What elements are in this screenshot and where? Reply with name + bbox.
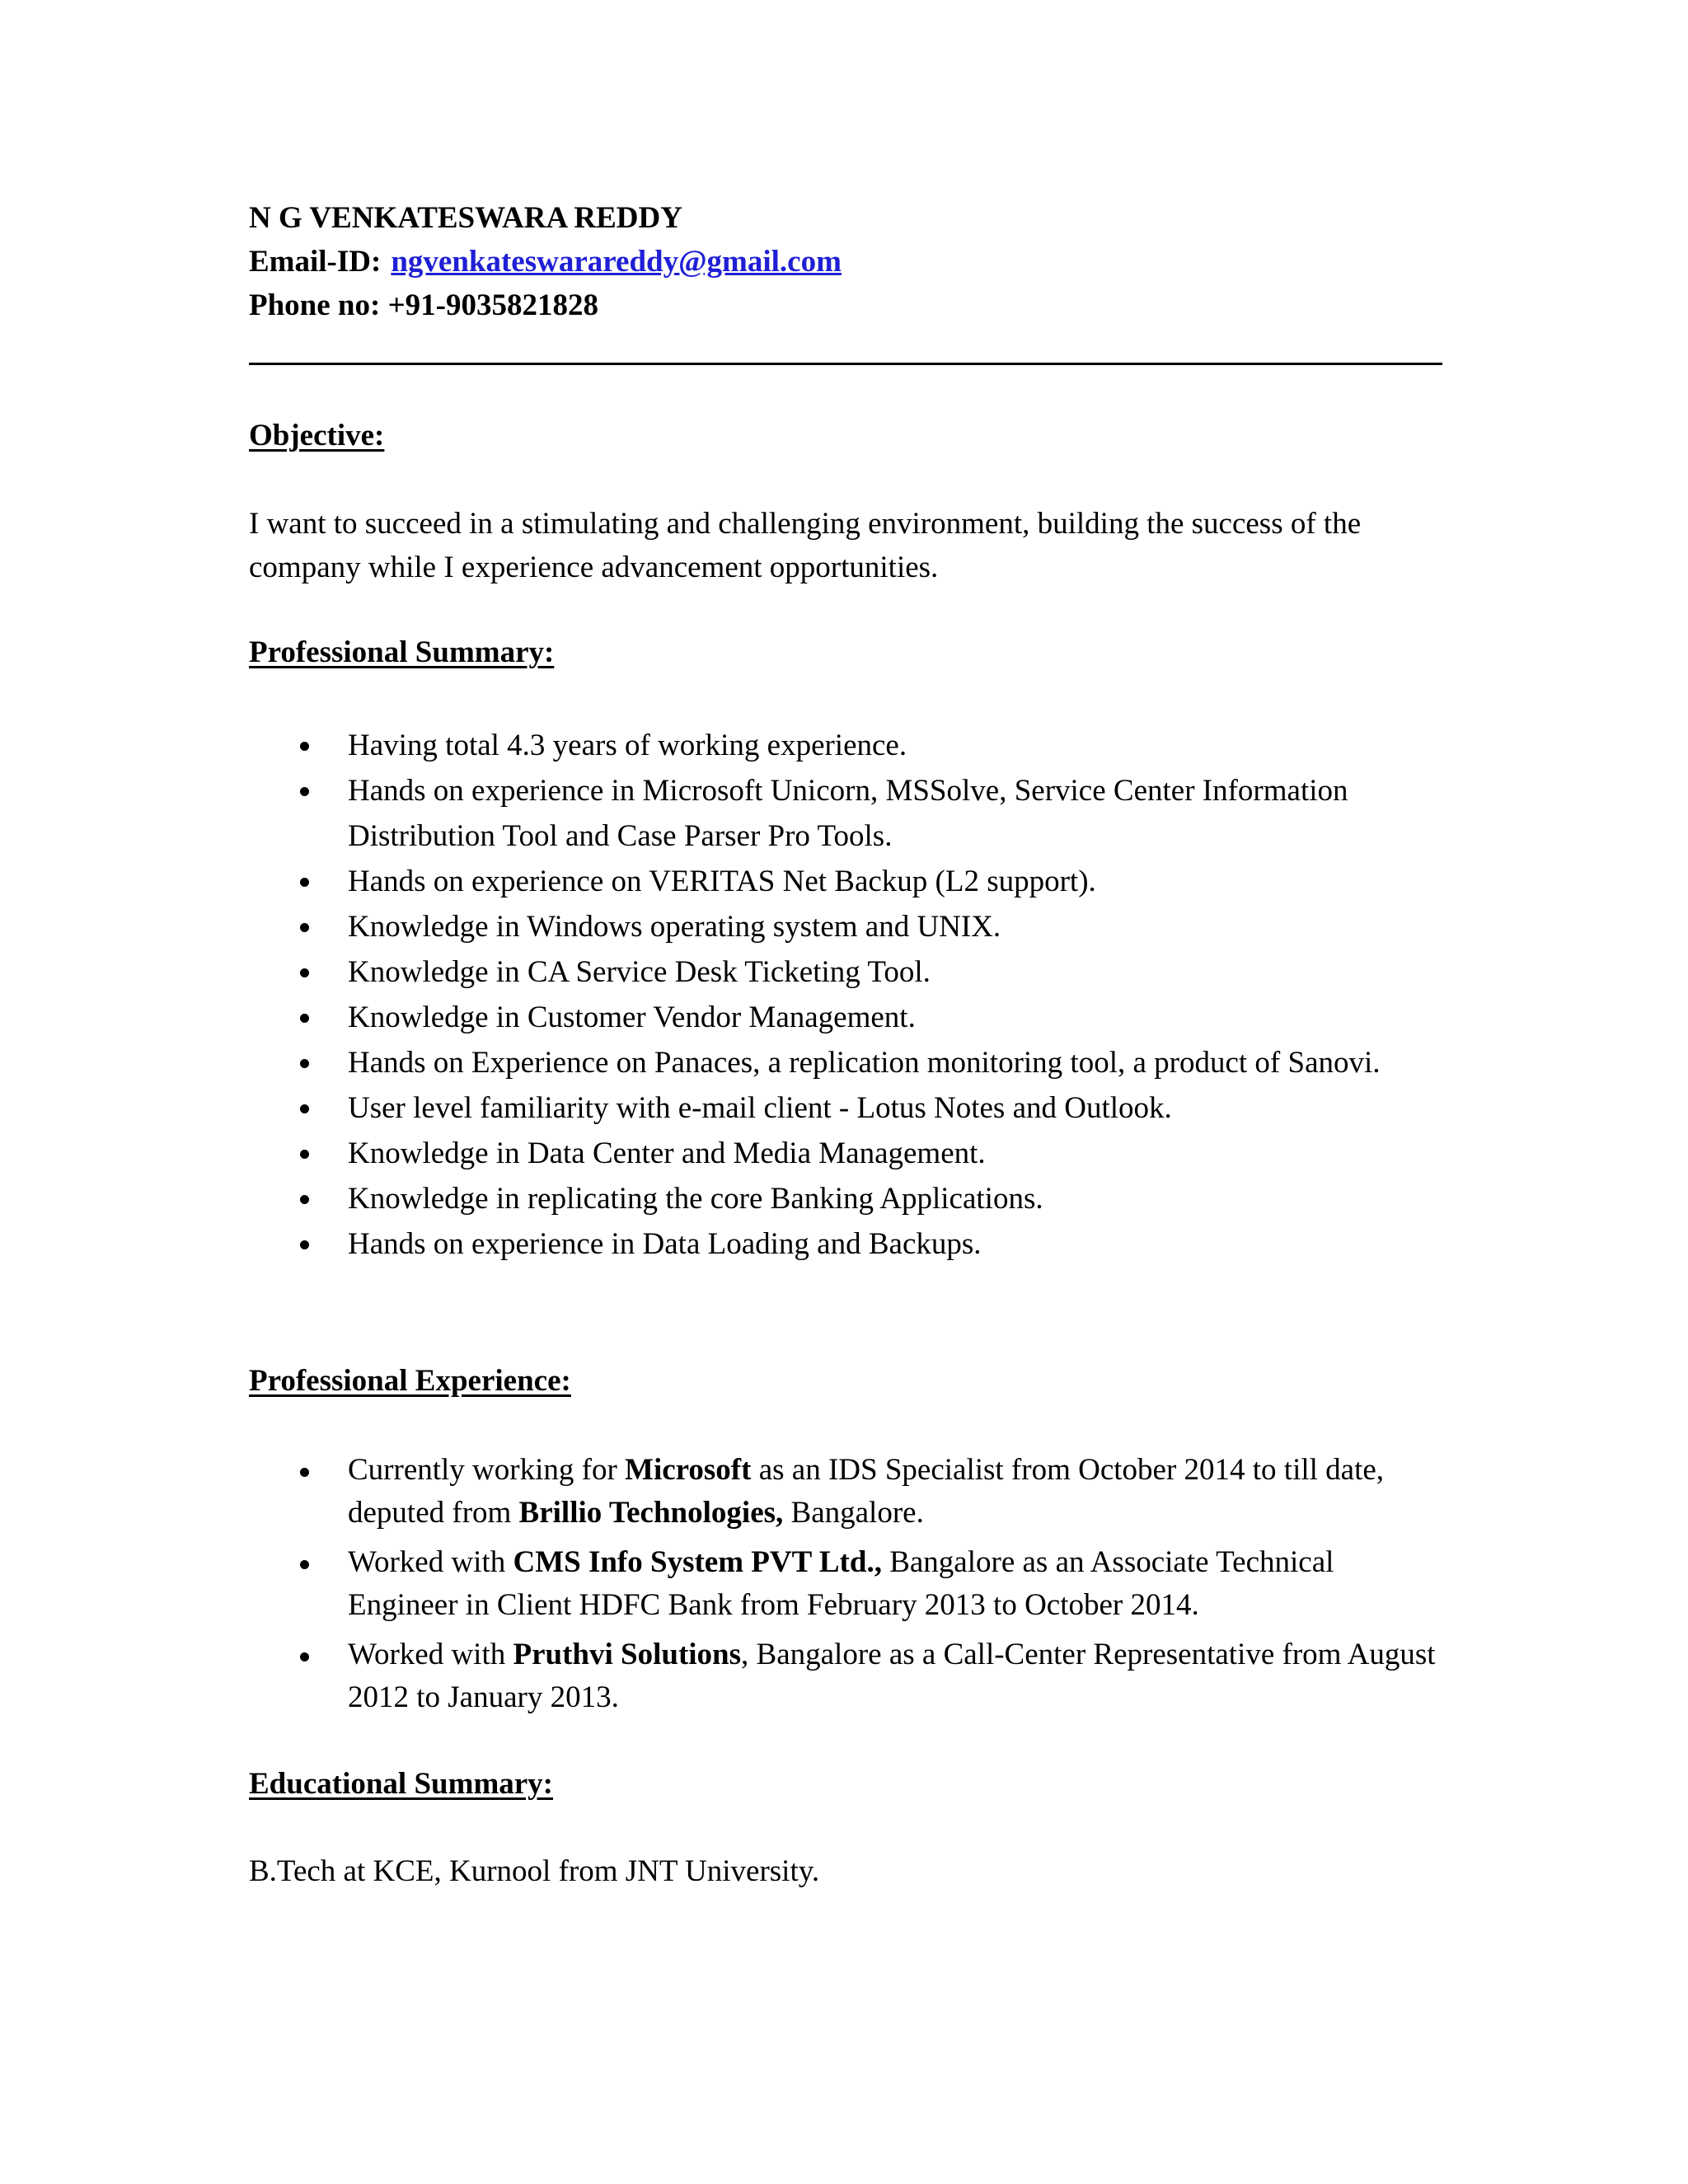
- employer-name: Microsoft: [625, 1453, 752, 1487]
- professional-experience-list: [249, 1449, 1436, 1726]
- bullet-icon: [300, 742, 309, 751]
- experience-text: Bangalore.: [783, 1496, 924, 1530]
- summary-item-text: Hands on Experience on Panaces, a replication monitoring tool, a product of Sanovi.: [348, 1046, 1381, 1080]
- contact-header: [249, 196, 1444, 327]
- list-item: [249, 1131, 1436, 1176]
- summary-item-text: Hands on experience on VERITAS Net Backup (L2 support).: [348, 865, 1096, 898]
- bullet-icon: [300, 1104, 309, 1113]
- bullet-icon: [300, 1468, 309, 1477]
- summary-item-text: Hands on experience in Data Loading and Backups.: [348, 1227, 982, 1261]
- employer-name: Brillio Technologies,: [518, 1496, 784, 1530]
- bullet-icon: [300, 878, 309, 887]
- employer-name: CMS Info System PVT Ltd.,: [513, 1545, 882, 1579]
- summary-item-text: Knowledge in replicating the core Banking Applications.: [348, 1182, 1043, 1216]
- list-item: [249, 1541, 1436, 1627]
- summary-item-text: Knowledge in Data Center and Media Management.: [348, 1137, 986, 1170]
- list-item: [249, 995, 1436, 1040]
- list-item: [249, 1176, 1436, 1221]
- education-text: B.Tech at KCE, Kurnool from JNT University.: [249, 1854, 820, 1888]
- bullet-icon: [300, 1560, 309, 1569]
- summary-item-text: Knowledge in Windows operating system and UNIX.: [348, 910, 1001, 944]
- experience-text: Currently working for: [348, 1453, 626, 1487]
- email-link[interactable]: ngvenkateswarareddy@gmail.com: [391, 245, 842, 279]
- list-item: [249, 1221, 1436, 1267]
- employer-name: Pruthvi Solutions: [513, 1638, 742, 1671]
- list-item: [249, 768, 1436, 859]
- summary-item-text: Knowledge in Customer Vendor Management.: [348, 1001, 916, 1034]
- list-item: [249, 723, 1436, 768]
- summary-item-text: Hands on experience in Microsoft Unicorn, MSSolve, Service Center Information Distribution Tool and Case Parser Pro Tools.: [348, 774, 1348, 853]
- bullet-icon: [300, 1240, 309, 1249]
- bullet-icon: [300, 1150, 309, 1159]
- professional-summary-heading: Professional Summary:: [249, 635, 555, 669]
- bullet-icon: [300, 1014, 309, 1023]
- bullet-icon: [300, 1652, 309, 1661]
- email-line: [249, 240, 1444, 284]
- email-label: Email-ID:: [249, 245, 382, 279]
- list-item: [249, 1040, 1436, 1085]
- experience-text: Worked with: [348, 1638, 513, 1671]
- experience-text: Bangalore as an Associate Technical Engineer in Client HDFC Bank from February 2013 to October 2014.: [348, 1545, 1334, 1622]
- summary-item-text: Having total 4.3 years of working experience.: [348, 729, 907, 762]
- summary-item-text: Knowledge in CA Service Desk Ticketing Tool.: [348, 955, 931, 989]
- professional-experience-heading: Professional Experience:: [249, 1364, 571, 1398]
- header-divider: [249, 363, 1442, 365]
- list-item: [249, 949, 1436, 995]
- candidate-name: N G VENKATESWARA REDDY: [249, 201, 682, 235]
- professional-summary-list: [249, 723, 1436, 1267]
- bullet-icon: [300, 968, 309, 977]
- objective-heading: Objective:: [249, 419, 385, 452]
- bullet-icon: [300, 787, 309, 796]
- list-item: [249, 1633, 1436, 1719]
- experience-text: as an IDS Specialist from October 2014 to till date, deputed from: [348, 1453, 1385, 1530]
- list-item: [249, 1449, 1436, 1535]
- educational-summary-heading: Educational Summary:: [249, 1767, 554, 1801]
- phone-number: Phone no: +91-9035821828: [249, 288, 598, 322]
- list-item: [249, 904, 1436, 949]
- bullet-icon: [300, 1195, 309, 1204]
- list-item: [249, 1085, 1436, 1131]
- experience-text: Worked with: [348, 1545, 513, 1579]
- summary-item-text: User level familiarity with e-mail client - Lotus Notes and Outlook.: [348, 1091, 1172, 1125]
- bullet-icon: [300, 923, 309, 932]
- objective-text: I want to succeed in a stimulating and challenging environment, building the success of the company while I experience advancement opportunities.: [249, 507, 1362, 584]
- experience-text: , Bangalore as a Call-Center Representative from August 2012 to January 2013.: [348, 1638, 1436, 1714]
- bullet-icon: [300, 1059, 309, 1068]
- list-item: [249, 859, 1436, 904]
